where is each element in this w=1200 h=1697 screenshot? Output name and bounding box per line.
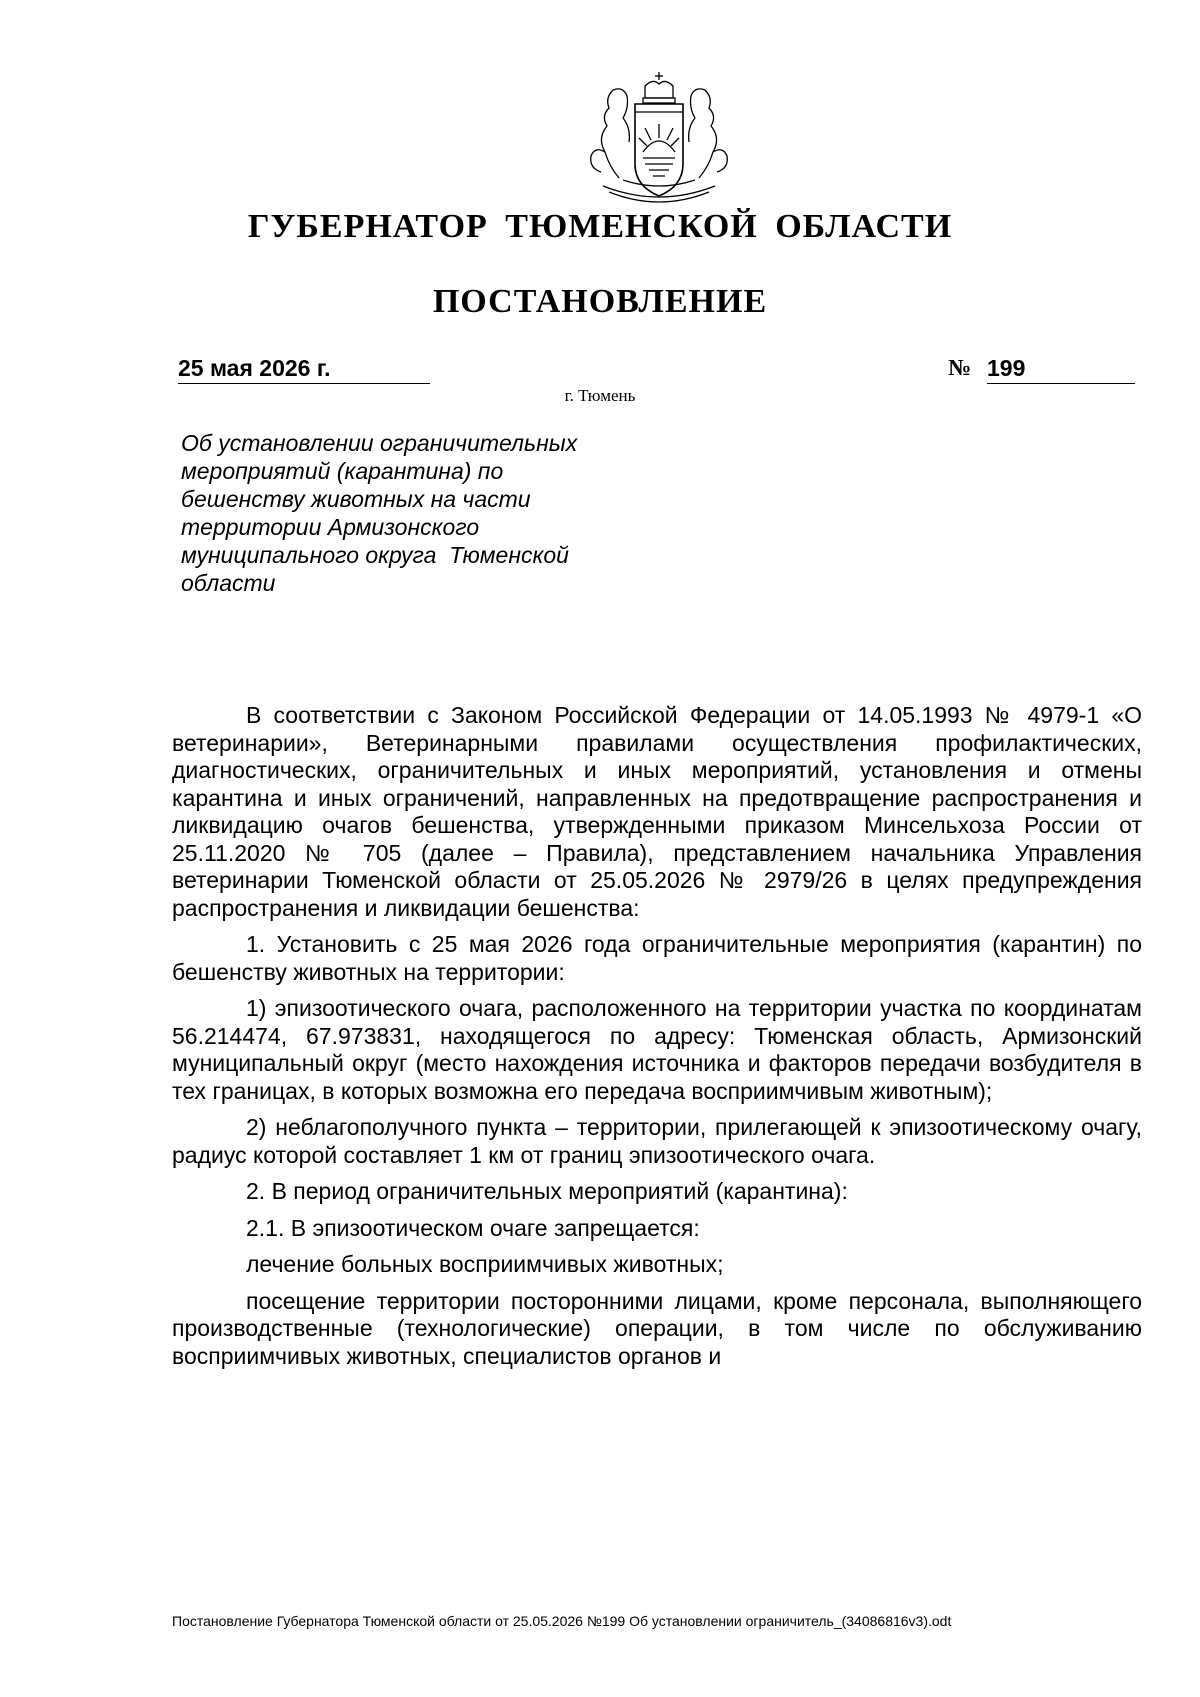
body-paragraph-item: посещение территории посторонними лицами, кроме персонала, выполняющего производственные (технологические) операции, в том числе по обслуживанию восприимчивых животных, специалистов органов и	[172, 1287, 1142, 1369]
body-paragraph-clause-1: 1. Установить с 25 мая 2026 года ограничительные мероприятия (карантин) по бешенству животных на территории:	[172, 931, 1142, 985]
subject-line: Об установлении ограничительных	[181, 430, 578, 456]
body-paragraph-clause-1-2: 2) неблагополучного пункта – территории, прилегающей к эпизоотическому очагу, радиус которой составляет 1 км от границ эпизоотического очага.	[172, 1114, 1142, 1168]
body-paragraph-item: лечение больных восприимчивых животных;	[246, 1251, 724, 1277]
body-paragraph-preamble: В соответствии с Законом Российской Федерации от 14.05.1993 № 4979-1 «О ветеринарии», Ветеринарными правилами осуществления профилактических, диагностических, ограничительных и иных мероприятий, установления и отмены карантина и иных ограничений, направленных на предотвращение распространения и ликвидацию очагов бешенства, утвержденными приказом Минсельхоза России от 25.11.2020 № 705 (далее – Правила), представлением начальника Управления ветеринарии Тюменской области от 25.05.2026 № 2979/26 в целях предупреждения распространения и ликвидации бешенства:	[172, 702, 1142, 921]
document-number: 199	[987, 355, 1135, 384]
subject-line: территории Армизонского	[181, 514, 480, 540]
body-paragraph-clause-1-1: 1) эпизоотического очага, расположенного на территории участка по координатам 56.214474, 67.973831, находящегося по адресу: Тюменская область, Армизонский муниципальный округ (место нахождения источника и факторов передачи возбудителя в тех границах, в которых возможна его передача восприимчивым животным);	[172, 995, 1142, 1104]
city-label: г. Тюмень	[564, 386, 636, 405]
subject-line: области	[181, 570, 276, 596]
body-paragraph-clause-2: 2. В период ограничительных мероприятий (карантина):	[246, 1178, 848, 1204]
body-paragraph-clause-2-1: 2.1. В эпизоотическом очаге запрещается:	[246, 1214, 700, 1241]
document-subject	[181, 429, 631, 597]
subject-line: бешенству животных на части	[181, 486, 531, 512]
subject-line: мероприятий (карантина) по	[181, 458, 504, 484]
number-sign: №	[948, 355, 972, 380]
organization-title: ГУБЕРНАТОР ТЮМЕНСКОЙ ОБЛАСТИ	[247, 208, 953, 245]
coat-of-arms-icon	[583, 68, 735, 206]
subject-line: муниципального округа Тюменской	[181, 542, 569, 568]
document-type: ПОСТАНОВЛЕНИЕ	[432, 283, 768, 320]
document-date: 25 мая 2026 г.	[178, 355, 430, 384]
document-body	[172, 702, 1142, 1370]
file-footer: Постановление Губернатора Тюменской области от 25.05.2026 №199 Об установлении ограничитель_(34086816v3).odt	[172, 1613, 952, 1629]
